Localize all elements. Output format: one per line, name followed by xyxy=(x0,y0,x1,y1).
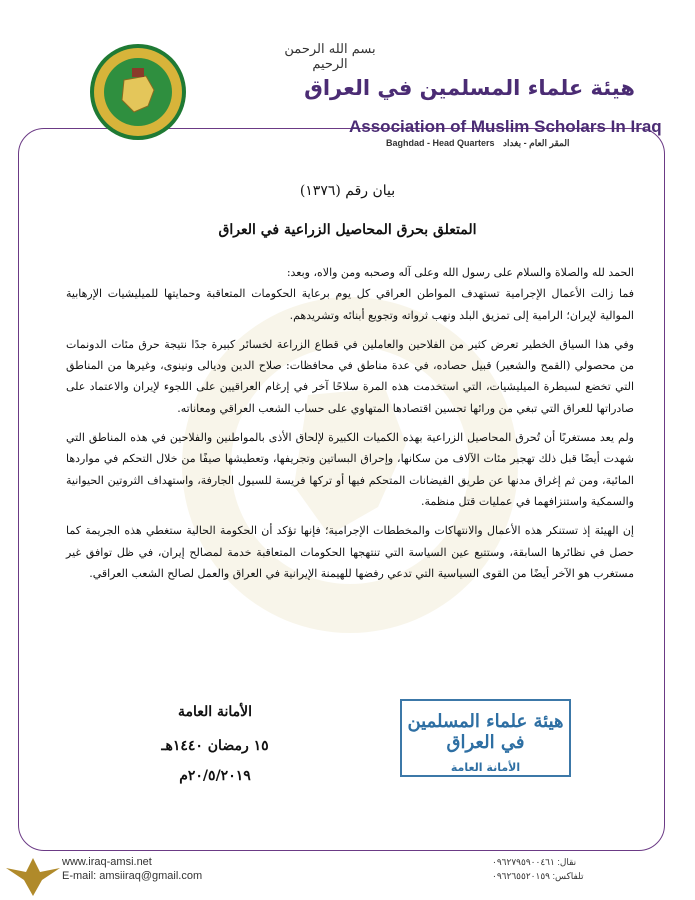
hijri-date: ١٥ رمضان ١٤٤٠هـ xyxy=(161,738,269,754)
stamp-name: هيئة علماء المسلمين في العراق xyxy=(407,711,564,753)
organization-emblem xyxy=(88,42,188,142)
paragraph-4: إن الهيئة إذ تستنكر هذه الأعمال والانتهاكات والمخططات الإجرامية؛ فإنها تؤكد أن الحكومة الحالية ستغطي هذه الجريمة كما حصل في نظائرها السابقة، وستتبع عين السياسة التي تنتهجها الحكومات المتعاقبة خدمة لمصالح إيران، في ظل توافق غير مستغرب هو الآخر أيضًا من القوى السياسية التي تدعي رفضها للهيمنة الإيرانية في العراق والعمل لصالح الشعب العراقي. xyxy=(66,524,634,580)
statement-subject: المتعلق بحرق المحاصيل الزراعية في العراق xyxy=(218,222,477,238)
phone-number: نقال: ٠٩٦٢٧٩٥٩٠٠٤٦١ xyxy=(492,857,577,867)
fax-number: تلفاكس: ٠٩٦٢٦٥٥٢٠١٥٩ xyxy=(492,871,584,881)
website-link[interactable]: www.iraq-amsi.net xyxy=(62,856,152,868)
official-stamp xyxy=(400,699,571,777)
greeting: الحمد لله والصلاة والسلام على رسول الله وعلى آله وصحبه ومن والاه، وبعد: xyxy=(286,266,634,279)
statement-number: بيان رقم (١٣٧٦) xyxy=(299,183,396,199)
organization-name-english: Association of Muslim Scholars In Iraq xyxy=(349,117,662,136)
signature-office: الأمانة العامة xyxy=(177,704,253,720)
email-link[interactable]: E-mail: amsiiraq@gmail.com xyxy=(62,870,203,882)
paragraph-2: وفي هذا السياق الخطير تعرض كثير من الفلاحين والعاملين في قطاع الزراعة لخسائر كبيرة جدًا نتيجة حرق مئات الدونمات من محصولي (القمح والشعير) قبيل حصاده، في عدة مناطق في محافظات: صلاح الدين وديالى ونينوى، وغيرها من المناطق التي تخضع لسيطرة الميليشيات، التي استخدمت هذه المرة سلاحًا آخر في إرغام العراقيين على اللجوء لإيران والاعتماد على صادراتها للعراق التي تبغي من ورائها تحسين اقتصادها المتهاوي على حساب الشعب العراقي ومعاناته. xyxy=(66,337,634,415)
statement-body xyxy=(66,262,634,584)
stamp-subtitle: الأمانة العامة xyxy=(450,761,521,774)
hq-english: Baghdad - Head Quarters xyxy=(386,138,495,148)
headquarters-label xyxy=(386,138,570,149)
gregorian-date: ٢٠/٥/٢٠١٩م xyxy=(179,768,251,784)
paragraph-3: ولم يعد مستغربًا أن تُحرق المحاصيل الزراعية بهذه الكميات الكبيرة لإلحاق الأذى بالمواطنين والفلاحين في هذه المناطق التي شهدت أيضًا قبل ذلك تهجير مئات الآلاف من سكانها، وإحراق البساتين وتجريفها، وتعطيشها صيفًا من خلال التحكم في مواردها المائية، ومن ثم إغراق مدنها عن طريق الفيضانات المتحكم فيها أو تركها فريسة للسيول الجارفة، واستهداف الثروتين الحيوانية والسمكية واستنزافهما في عمليات قتل منظمة. xyxy=(66,431,634,508)
paragraph-1: فما زالت الأعمال الإجرامية تستهدف المواطن العراقي كل يوم برعاية الحكومات المتعاقبة وحمايتها للميليشيات الإرهابية الموالية لإيران؛ الرامية إلى تمزيق البلد ونهب ثرواته وتجويع أبنائه وتشريدهم. xyxy=(66,287,634,322)
forum-watermark-logo xyxy=(2,854,64,900)
organization-name-arabic: هيئة علماء المسلمين في العراق xyxy=(304,76,635,100)
bismillah: بسم الله الرحمن الرحيم xyxy=(284,42,376,72)
hq-arabic: المقر العام - بغداد xyxy=(503,138,570,148)
